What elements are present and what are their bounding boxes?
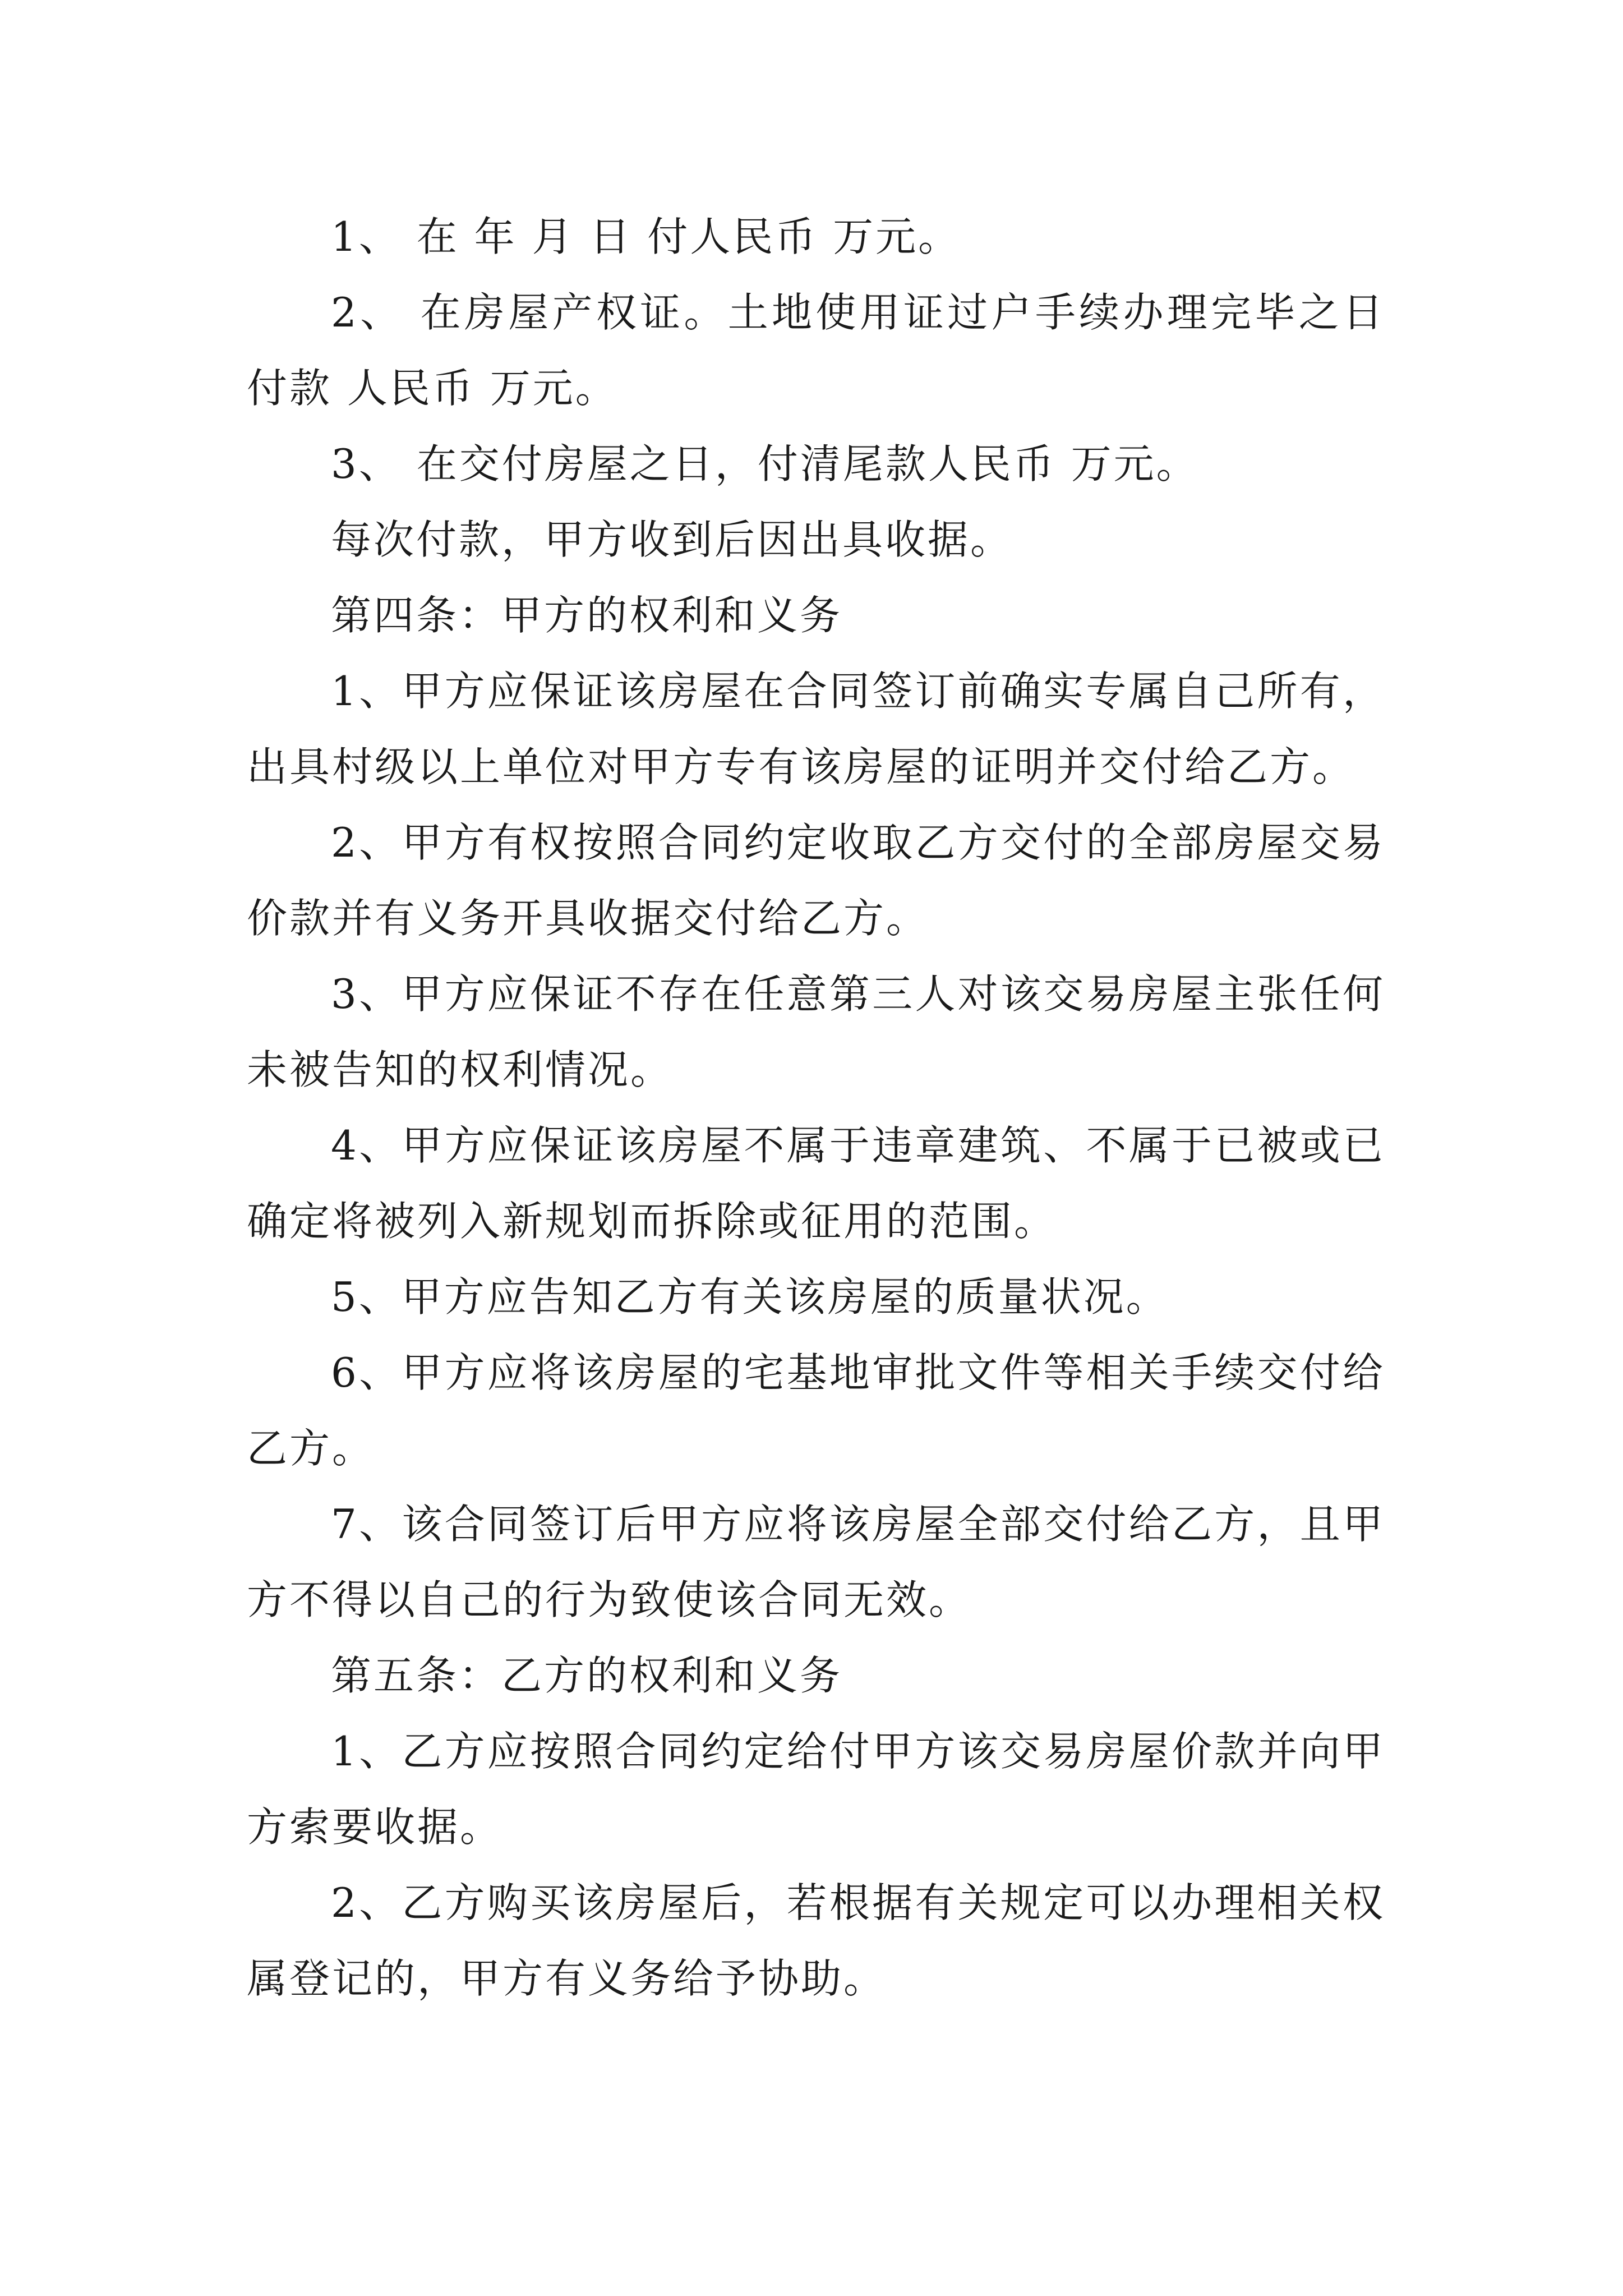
receipt-note: 每次付款，甲方收到后因出具收据。: [331, 516, 1013, 563]
payment-item-1: 1、 在 年 月 日 付人民币 万元。: [331, 213, 961, 260]
payment-item-3: 3、 在交付房屋之日，付清尾款人民币 万元。: [331, 440, 1199, 487]
article-5-item-1: 1、乙方应按照合同约定给付甲方该交易房屋价款并向甲方索要收据。: [247, 1728, 1385, 1851]
document-body: [247, 199, 1385, 2017]
article-4-item-4: 4、甲方应保证该房屋不属于违章建筑、不属于已被或已确定将被列入新规划而拆除或征用的范围。: [247, 1122, 1385, 1245]
article-4-item-1: 1、甲方应保证该房屋在合同签订前确实专属自己所有，出具村级以上单位对甲方专有该房屋的证明并交付给乙方。: [247, 668, 1385, 790]
payment-item-2: 2、 在房屋产权证。土地使用证过户手续办理完毕之日付款 人民币 万元。: [247, 289, 1385, 412]
article-4-item-7: 7、该合同签订后甲方应将该房屋全部交付给乙方，且甲方不得以自己的行为致使该合同无效。: [247, 1501, 1385, 1623]
article-5-item-2: 2、乙方购买该房屋后，若根据有关规定可以办理相关权属登记的，甲方有义务给予协助。: [247, 1879, 1385, 2002]
article-4-heading: 第四条：甲方的权利和义务: [331, 592, 843, 639]
article-4-item-5: 5、甲方应告知乙方有关该房屋的质量状况。: [331, 1273, 1169, 1320]
article-4-item-3: 3、甲方应保证不存在任意第三人对该交易房屋主张任何未被告知的权利情况。: [247, 970, 1385, 1093]
article-5-heading: 第五条：乙方的权利和义务: [331, 1652, 843, 1699]
article-4-item-6: 6、甲方应将该房屋的宅基地审批文件等相关手续交付给乙方。: [247, 1349, 1385, 1472]
article-4-item-2: 2、甲方有权按照合同约定收取乙方交付的全部房屋交易价款并有义务开具收据交付给乙方。: [247, 819, 1385, 942]
